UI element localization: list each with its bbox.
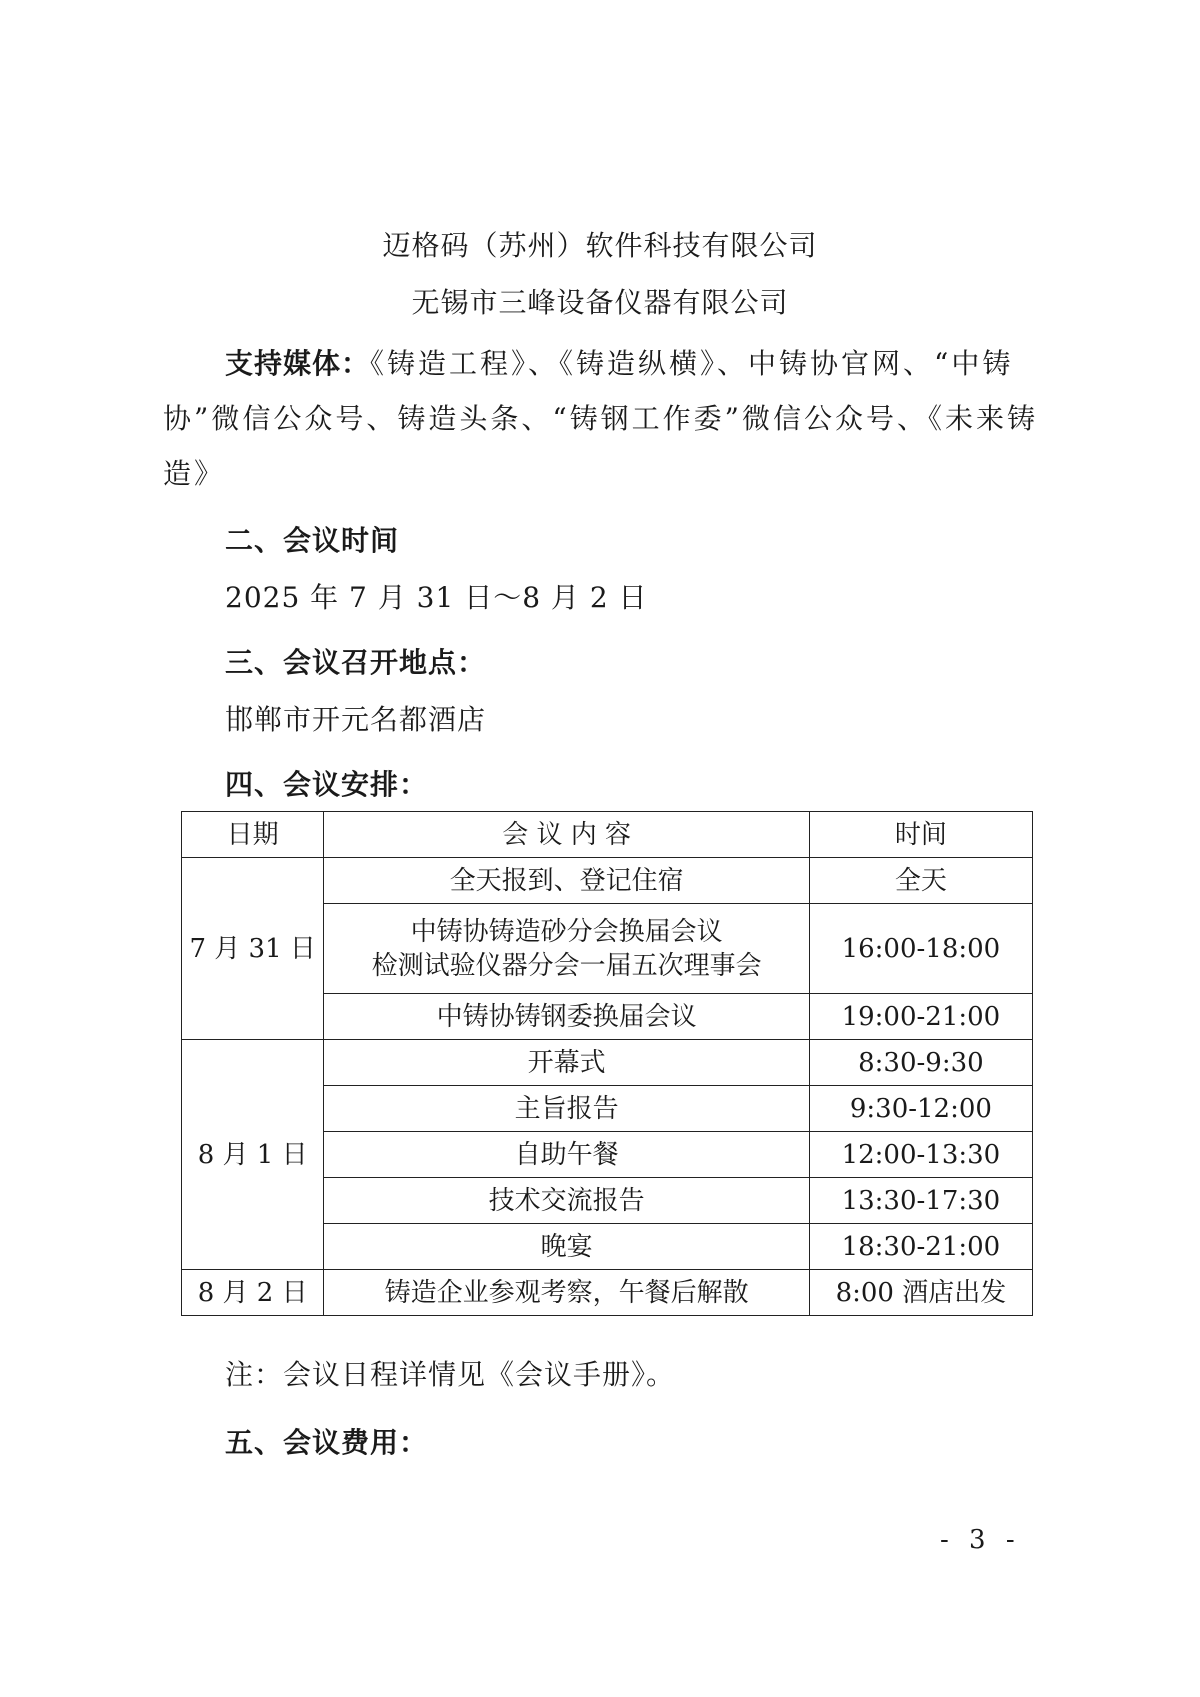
date-cell-day3: 8 月 2 日 — [182, 1270, 324, 1316]
page-number: - 3 - — [940, 1525, 1021, 1555]
time-cell: 9:30-12:00 — [809, 1086, 1032, 1132]
meeting-venue-text: 邯郸市开元名都酒店 — [225, 703, 487, 736]
content-cell: 自助午餐 — [324, 1132, 809, 1178]
time-cell: 13:30-17:30 — [809, 1178, 1032, 1224]
time-cell: 全天 — [809, 858, 1032, 904]
time-cell: 8:30-9:30 — [809, 1040, 1032, 1086]
section-4-heading: 四、会议安排： — [225, 768, 429, 801]
header-content: 会 议 内 容 — [324, 812, 809, 858]
time-cell: 18:30-21:00 — [809, 1224, 1032, 1270]
content-cell: 晚宴 — [324, 1224, 809, 1270]
header-time: 时间 — [809, 812, 1032, 858]
content-cell — [324, 904, 809, 994]
section-5-heading: 五、会议费用： — [225, 1426, 429, 1459]
date-cell-day2: 8 月 1 日 — [182, 1040, 324, 1270]
schedule-table — [181, 811, 1033, 1316]
support-media-text: 《铸造工程》、《铸造纵横》、中铸协官网、“中铸协”微信公众号、铸造头条、“铸钢工作委”微信公众号、《未来铸造》 — [163, 347, 1038, 490]
content-cell: 开幕式 — [324, 1040, 809, 1086]
meeting-date-text: 2025 年 7 月 31 日～8 月 2 日 — [225, 581, 648, 614]
header-date: 日期 — [182, 812, 324, 858]
table-row — [182, 858, 1033, 904]
support-media-paragraph — [163, 336, 1053, 501]
content-cell: 全天报到、登记住宿 — [324, 858, 809, 904]
section-3-heading: 三、会议召开地点： — [225, 646, 487, 679]
table-row — [182, 1270, 1033, 1316]
table-row — [182, 1040, 1033, 1086]
content-cell: 主旨报告 — [324, 1086, 809, 1132]
content-cell: 铸造企业参观考察，午餐后解散 — [324, 1270, 809, 1316]
time-cell: 8:00 酒店出发 — [809, 1270, 1032, 1316]
content-cell: 中铸协铸钢委换届会议 — [324, 994, 809, 1040]
time-cell: 12:00-13:30 — [809, 1132, 1032, 1178]
organizer-line-2: 无锡市三峰设备仪器有限公司 — [411, 286, 789, 319]
support-media-label: 支持媒体： — [225, 347, 371, 380]
table-header-row — [182, 812, 1033, 858]
organizer-line-1: 迈格码（苏州）软件科技有限公司 — [382, 229, 818, 262]
time-cell: 19:00-21:00 — [809, 994, 1032, 1040]
content-line: 检测试验仪器分会一届五次理事会 — [371, 950, 762, 981]
content-line: 中铸协铸造砂分会换届会议 — [410, 916, 723, 947]
date-cell-day1: 7 月 31 日 — [182, 858, 324, 1040]
section-2-heading: 二、会议时间 — [225, 524, 400, 557]
schedule-note: 注：会议日程详情见《会议手册》。 — [225, 1358, 676, 1391]
content-cell: 技术交流报告 — [324, 1178, 809, 1224]
time-cell: 16:00-18:00 — [809, 904, 1032, 994]
